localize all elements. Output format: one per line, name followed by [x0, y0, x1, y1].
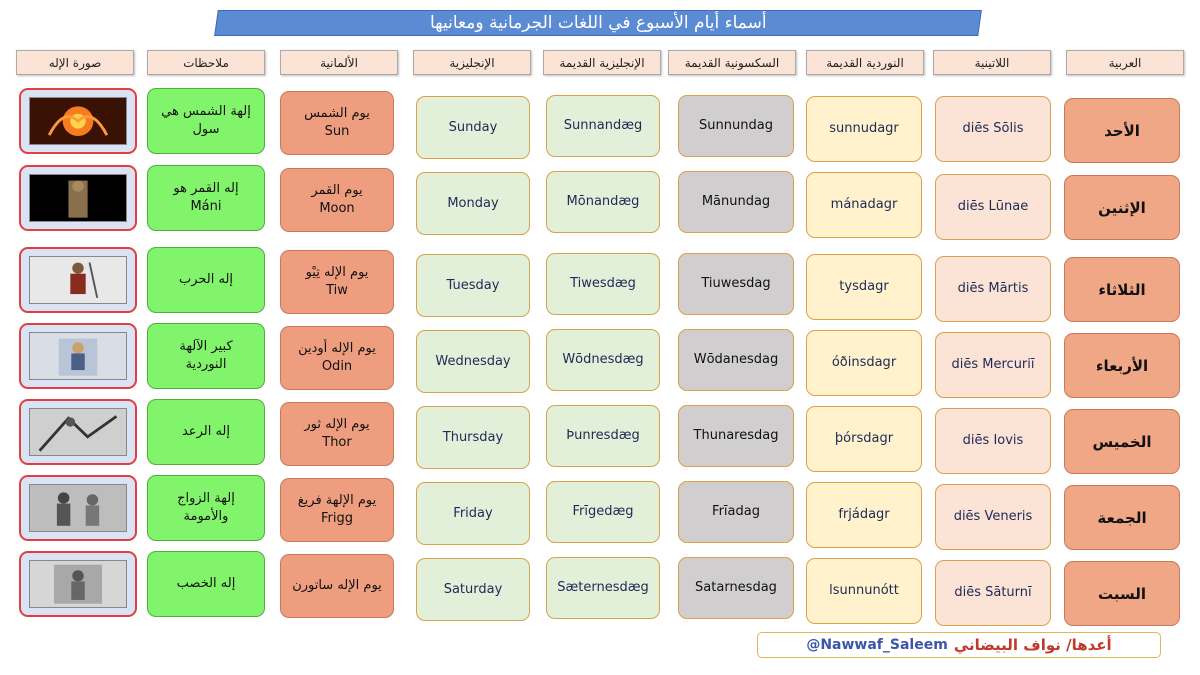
german-cell: [280, 478, 394, 542]
note-line-2: والأمومة: [183, 509, 229, 524]
note-line-1: إلهة الزواج: [177, 491, 235, 506]
sun-goddess-icon: [29, 97, 127, 145]
latin-cell: diēs Mercuriī: [935, 332, 1051, 398]
german-name: Sun: [324, 124, 350, 139]
old-saxon-cell: Sunnundag: [678, 95, 794, 157]
old-english-cell: Wōdnesdæg: [546, 329, 660, 391]
german-cell: [280, 402, 394, 466]
note-cell: [147, 165, 265, 231]
header-old-saxon: السكسونية القديمة: [668, 50, 796, 75]
english-cell: Monday: [416, 172, 530, 235]
arabic-cell: الجمعة: [1064, 485, 1180, 550]
old-english-cell: Þunresdæg: [546, 405, 660, 467]
author-name: أعدها/ نواف البيضاني: [953, 636, 1112, 654]
old-english-cell: Mōnandæg: [546, 171, 660, 233]
god-image-cell: [19, 551, 137, 617]
header-arabic: العربية: [1066, 50, 1184, 75]
latin-cell: diēs Sōlis: [935, 96, 1051, 162]
english-cell: Friday: [416, 482, 530, 545]
header-notes: ملاحظات: [147, 50, 265, 75]
german-name: Thor: [322, 435, 352, 450]
note-cell: [147, 551, 265, 617]
note-cell: [147, 88, 265, 154]
german-cell: [280, 91, 394, 155]
old-english-cell: Sunnandæg: [546, 95, 660, 157]
old-norse-cell: lsunnunótt: [806, 558, 922, 624]
english-cell: Thursday: [416, 406, 530, 469]
page-title-banner: [214, 10, 982, 36]
moon-god-icon: [29, 174, 127, 222]
german-meaning: يوم الشمس: [304, 106, 370, 121]
latin-cell: diēs Mārtis: [935, 256, 1051, 322]
old-saxon-cell: Wōdanesdag: [678, 329, 794, 391]
latin-cell: diēs Sāturnī: [935, 560, 1051, 626]
old-norse-cell: tysdagr: [806, 254, 922, 320]
god-image-cell: [19, 475, 137, 541]
header-image: صورة الإله: [16, 50, 134, 75]
old-english-cell: Tiwesdæg: [546, 253, 660, 315]
page-title: أسماء أيام الأسبوع في اللغات الجرمانية ومعانيها: [429, 13, 767, 33]
german-name: Tiw: [326, 283, 348, 298]
god-image-cell: [19, 247, 137, 313]
old-english-cell: Frīgedæg: [546, 481, 660, 543]
god-image-cell: [19, 323, 137, 389]
german-cell: [280, 168, 394, 232]
header-old-english: الإنجليزية القديمة: [543, 50, 661, 75]
old-norse-cell: óðinsdagr: [806, 330, 922, 396]
old-saxon-cell: Tiuwesdag: [678, 253, 794, 315]
old-saxon-cell: Thunaresdag: [678, 405, 794, 467]
german-meaning: يوم الإله أودين: [298, 341, 376, 356]
header-old-norse: النوردية القديمة: [806, 50, 924, 75]
header-english: الإنجليزية: [413, 50, 531, 75]
german-cell: [280, 554, 394, 618]
arabic-cell: الثلاثاء: [1064, 257, 1180, 322]
header-german: الألمانية: [280, 50, 398, 75]
god-image-cell: [19, 88, 137, 154]
thor-icon: [29, 408, 127, 456]
note-cell: [147, 475, 265, 541]
odin-icon: [29, 332, 127, 380]
old-norse-cell: þórsdagr: [806, 406, 922, 472]
german-cell: [280, 326, 394, 390]
german-meaning: يوم الإله ثور: [304, 417, 370, 432]
german-meaning: يوم الإله ساتورن: [292, 578, 382, 593]
latin-cell: diēs Veneris: [935, 484, 1051, 550]
note-line-1: إلهة الشمس هي: [161, 104, 251, 119]
note-line-1: إله الحرب: [178, 272, 234, 287]
note-line-1: إله الخصب: [176, 576, 236, 591]
old-norse-cell: mánadagr: [806, 172, 922, 238]
english-cell: Wednesday: [416, 330, 530, 393]
note-line-2: سول: [192, 122, 220, 137]
old-saxon-cell: Frīadag: [678, 481, 794, 543]
english-cell: Sunday: [416, 96, 530, 159]
note-line-1: إله القمر هو: [173, 181, 239, 196]
war-god-icon: [29, 256, 127, 304]
german-name: Moon: [319, 201, 355, 216]
german-meaning: يوم الإلهة فريغ: [297, 493, 377, 508]
old-norse-cell: sunnudagr: [806, 96, 922, 162]
god-image-cell: [19, 165, 137, 231]
german-name: Odin: [321, 359, 353, 374]
frigg-icon: [29, 484, 127, 532]
english-cell: Saturday: [416, 558, 530, 621]
note-line-2: النوردية: [185, 357, 227, 372]
german-meaning: يوم القمر: [311, 183, 363, 198]
old-saxon-cell: Satarnesdag: [678, 557, 794, 619]
german-cell: [280, 250, 394, 314]
note-line-1: إله الرعد: [181, 424, 230, 439]
arabic-cell: الأحد: [1064, 98, 1180, 163]
note-line-1: كبير الآلهة: [179, 339, 233, 354]
author-handle-link[interactable]: @Nawwaf_Saleem: [806, 637, 948, 653]
english-cell: Tuesday: [416, 254, 530, 317]
header-latin: اللاتينية: [933, 50, 1051, 75]
note-cell: [147, 323, 265, 389]
note-cell: [147, 399, 265, 465]
old-norse-cell: frjádagr: [806, 482, 922, 548]
old-saxon-cell: Mānundag: [678, 171, 794, 233]
arabic-cell: الخميس: [1064, 409, 1180, 474]
saturn-icon: [29, 560, 127, 608]
old-english-cell: Sæternesdæg: [546, 557, 660, 619]
german-meaning: يوم الإله تِيْو: [305, 265, 369, 280]
arabic-cell: الإثنين: [1064, 175, 1180, 240]
note-cell: [147, 247, 265, 313]
german-name: Frigg: [321, 511, 353, 526]
god-image-cell: [19, 399, 137, 465]
author-credit: [757, 632, 1161, 658]
latin-cell: diēs Iovis: [935, 408, 1051, 474]
latin-cell: diēs Lūnae: [935, 174, 1051, 240]
arabic-cell: السبت: [1064, 561, 1180, 626]
arabic-cell: الأربعاء: [1064, 333, 1180, 398]
note-line-2: Máni: [190, 199, 222, 214]
